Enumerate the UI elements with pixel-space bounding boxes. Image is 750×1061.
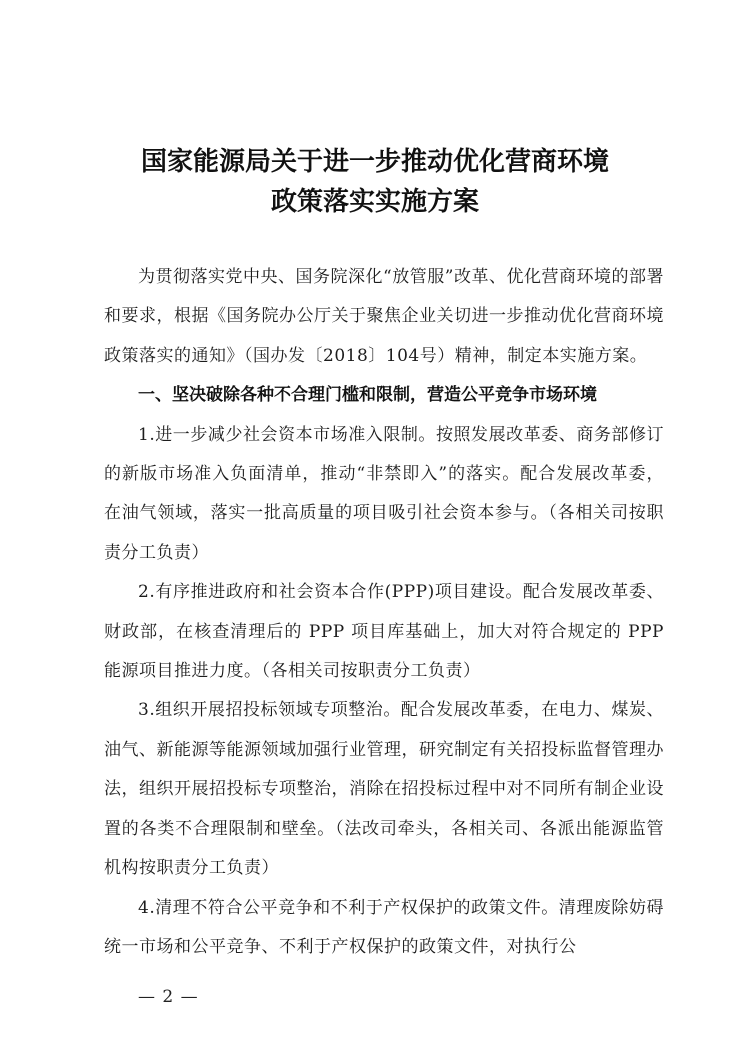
- intro-paragraph: 为贯彻落实党中央、国务院深化“放管服”改革、优化营商环境的部署和要求，根据《国务院办公厅关于聚焦企业关切进一步推动优化营商环境政策落实的通知》（国办发〔2018〕104号）精神，制定本实施方案。: [104, 267, 664, 366]
- list-item: 4.清理不符合公平竞争和不利于产权保护的政策文件。清理废除妨碍统一市场和公平竞争、不利于产权保护的政策文件，对执行公: [104, 897, 664, 957]
- list-item: 2.有序推进政府和社会资本合作(PPP)项目建设。配合发展改革委、财政部，在核查清理后的 PPP 项目库基础上，加大对符合规定的 PPP 能源项目推进力度。（各相关司按职责分工负责）: [104, 582, 664, 682]
- section-heading: 一、坚决破除各种不合理门槛和限制，营造公平竞争市场环境: [138, 385, 597, 406]
- list-item: 1.进一步减少社会资本市场准入限制。按照发展改革委、商务部修订的新版市场准入负面清单，推动“非禁即入”的落实。配合发展改革委，在油气领域，落实一批高质量的项目吸引社会资本参与。（各相关司按职责分工负责）: [104, 424, 664, 563]
- list-item: 3.组织开展招投标领域专项整治。配合发展改革委，在电力、煤炭、油气、新能源等能源领域加强行业管理，研究制定有关招投标监督管理办法，组织开展招投标专项整治，消除在招投标过程中对不同所有制企业设置的各类不合理限制和壁垒。（法改司牵头，各相关司、各派出能源监管机构按职责分工负责）: [104, 700, 664, 879]
- document-title-line-2: 政策落实实施方案: [270, 187, 479, 217]
- page-number: — 2 —: [138, 987, 199, 1008]
- document-body: [104, 258, 664, 967]
- document-title-line-1: 国家能源局关于进一步推动优化营商环境: [140, 147, 609, 177]
